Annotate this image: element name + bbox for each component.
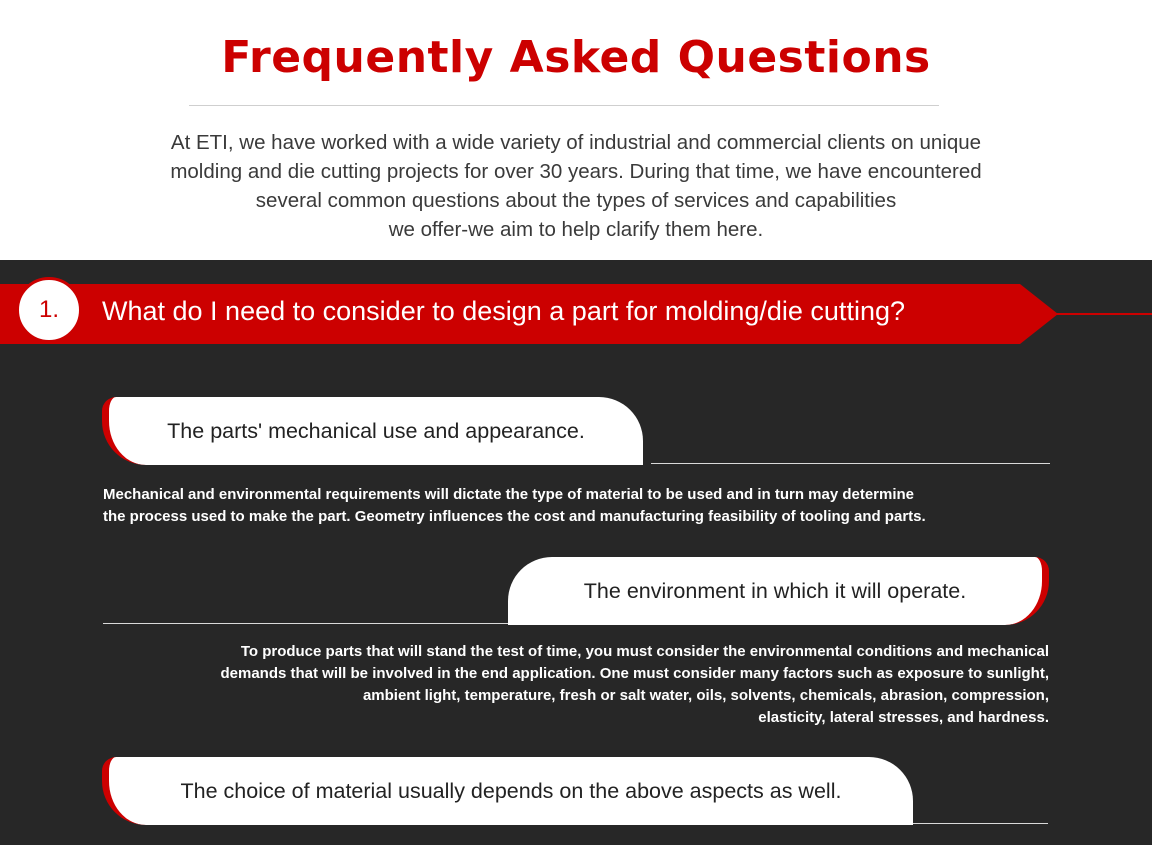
point-heading-3: The choice of material usually depends on the above aspects as well. (102, 757, 913, 825)
description-line: ambient light, temperature, fresh or salt water, oils, solvents, chemicals, abrasion, compression, (362, 687, 1049, 704)
point-description-1 (103, 484, 926, 528)
description-line: the process used to make the part. Geometry influences the cost and manufacturing feasibility of tooling and parts. (103, 508, 926, 525)
intro-line: molding and die cutting projects for over 30 years. During that time, we have encountered (170, 160, 982, 183)
description-line: To produce parts that will stand the test of time, you must consider the environmental conditions and mechanical (240, 643, 1049, 660)
page-title: Frequently Asked Questions (221, 32, 931, 83)
divider-line (913, 823, 1048, 824)
point-heading-2: The environment in which it will operate. (508, 557, 1049, 625)
banner-tail-line (1040, 313, 1152, 315)
point-description-2 (150, 641, 1049, 729)
intro-line: we offer-we aim to help clarify them here. (388, 218, 764, 241)
faq-header (0, 0, 1152, 260)
point-heading-1: The parts' mechanical use and appearance. (102, 397, 643, 465)
divider-line (651, 463, 1050, 464)
intro-text (120, 128, 1032, 244)
intro-line: several common questions about the types of services and capabilities (255, 189, 897, 212)
question-text: What do I need to consider to design a part for molding/die cutting? (102, 296, 905, 326)
divider-line (103, 623, 508, 624)
title-divider (189, 105, 939, 106)
intro-line: At ETI, we have worked with a wide variety of industrial and commercial clients on unique (170, 131, 982, 154)
question-number-badge: 1. (16, 277, 82, 343)
description-line: Mechanical and environmental requirements will dictate the type of material to be used and in turn may determine (103, 486, 915, 503)
description-line: demands that will be involved in the end application. One must consider many factors such as exposure to sunlight, (220, 665, 1049, 682)
description-line: elasticity, lateral stresses, and hardness. (758, 709, 1049, 726)
